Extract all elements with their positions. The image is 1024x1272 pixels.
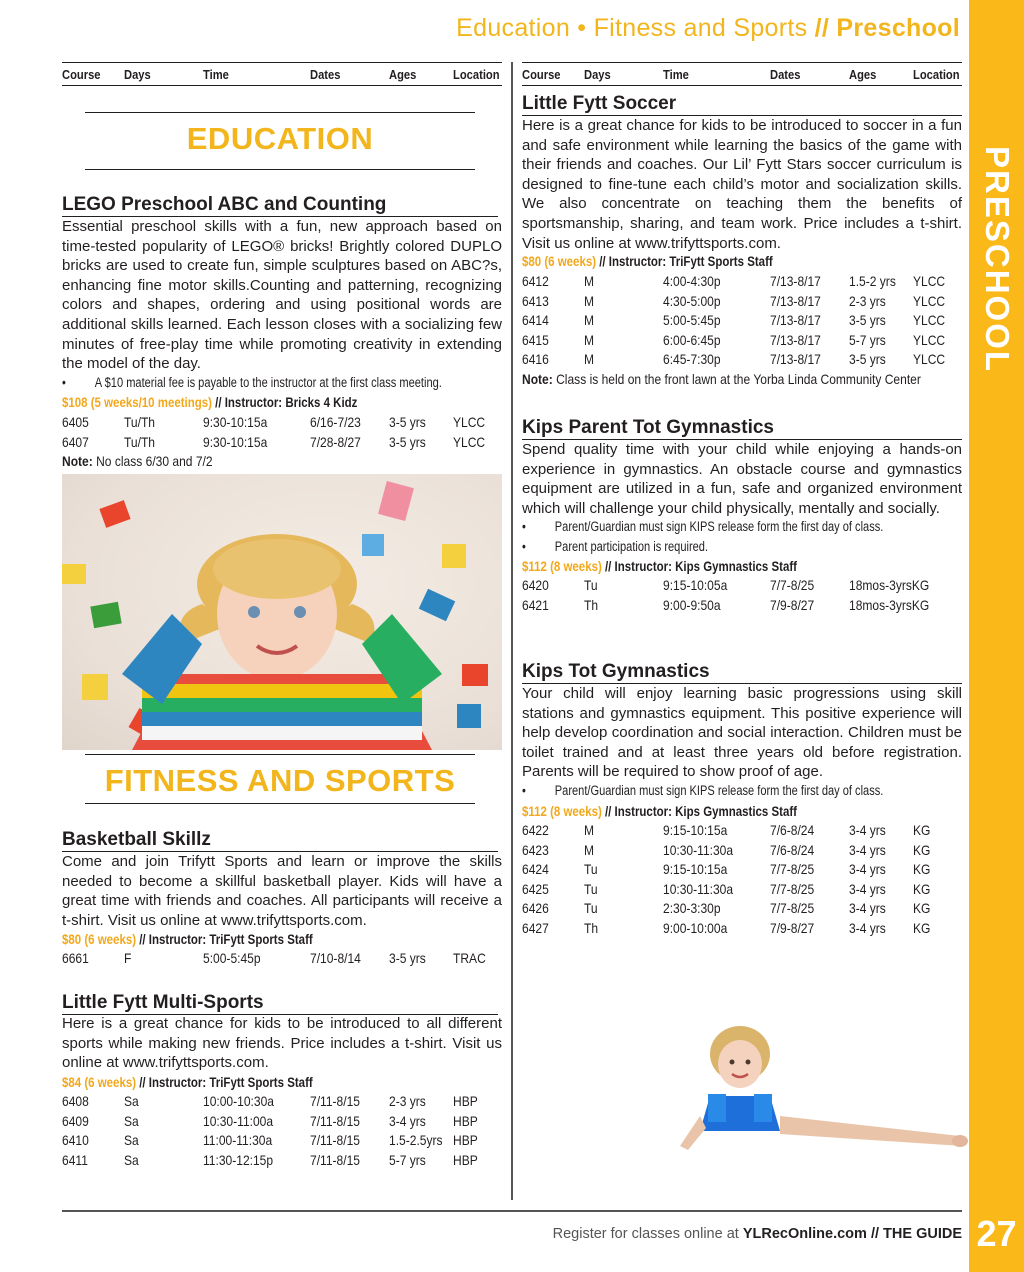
table-cell: 11:30-12:15p [203,1151,274,1168]
table-cell: 3-5 yrs [849,312,886,329]
table-cell: HBP [453,1112,478,1129]
table-cell: 5-7 yrs [389,1151,426,1168]
table-cell: 3-4 yrs [849,822,886,838]
footer [553,1226,962,1242]
table-cell: YLCC [913,273,946,289]
table-cell: 9:00-9:50a [663,596,721,613]
table-cell: 3-5 yrs [849,351,886,368]
table-cell: HBP [453,1151,478,1168]
column-header-days: Days [584,66,611,82]
table-row [522,861,962,881]
table-cell: 7/6-8/24 [770,841,815,858]
table-row [522,900,962,920]
table-cell: 3-4 yrs [849,880,886,897]
column-header-ages: Ages [389,66,417,82]
table-cell: M [584,351,595,368]
table-cell: 6421 [522,596,549,613]
table-cell: M [584,273,595,289]
column-header-time: Time [203,66,229,82]
table-row [522,312,962,332]
course-desc-multisports: Here is a great chance for kids to be introduced to all different sports while making new friends. Price includes a t-shirt. Visit us online at www.trifyttsports.com. [62,1015,502,1072]
table-cell: 6415 [522,331,549,348]
note-soccer [522,371,921,387]
bullet-lego-1: • A $10 material fee is payable to the instructor at the first class meeting. [62,375,442,390]
table-cell: Tu [584,900,598,917]
column-header-ages: Ages [849,66,877,82]
table-cell: HBP [453,1093,478,1109]
course-desc-basketball: Come and join Trifytt Sports and learn or improve the skills needed to become a skillful basketball player. Kids will have a great time with friends and coaches. All participants will receive a t-shirt. Visit us online at www.trifyttsports.com. [62,853,502,929]
table-cell: 4:30-5:00p [663,292,721,309]
table-cell: 3-5 yrs [389,433,426,450]
column-header-course: Course [522,66,561,82]
table-cell: 7/10-8/14 [310,950,361,966]
table-cell: 10:00-10:30a [203,1093,274,1109]
price-line-lego [62,394,357,410]
table-cell: 3-4 yrs [389,1112,426,1129]
table-cell: 9:15-10:15a [663,822,728,838]
table-cell: 9:15-10:05a [663,577,728,593]
table-row [522,351,962,371]
table-cell: 7/28-8/27 [310,433,361,450]
table-cell: 7/7-8/25 [770,880,815,897]
table-row [62,950,502,970]
table-cell: 6420 [522,577,549,593]
table-cell: 7/11-8/15 [310,1151,360,1168]
table-cell: 6426 [522,900,549,917]
table-cell: 7/7-8/25 [770,577,815,593]
instructor-multisports: // Instructor: TriFytt Sports Staff [136,1074,313,1090]
table-cell: Tu [584,880,598,897]
table-row [522,881,962,901]
section-heading-fitness: FITNESS AND SPORTS [85,754,475,804]
table-cell: 2:30-3:30p [663,900,721,917]
table-cell: Tu [584,861,598,878]
course-title-soccer: Little Fytt Soccer [522,93,962,116]
table-row [522,293,962,313]
table-cell: 6661 [62,950,89,966]
table-cell: 7/9-8/27 [770,596,815,613]
price-parenttot: $112 (8 weeks) [522,558,602,574]
bullet-parenttot-2: • Parent participation is required. [522,539,708,554]
table-cell: 2-3 yrs [389,1093,426,1109]
table-cell: 6411 [62,1151,88,1168]
column-header-dates: Dates [770,66,801,82]
table-cell: 3-4 yrs [849,900,886,917]
table-cell: 3-4 yrs [849,920,886,936]
header-slash: // [814,14,830,42]
table-cell: F [124,950,132,966]
table-cell: 7/6-8/24 [770,822,815,838]
price-line-soccer [522,253,773,269]
column-header-location: Location [453,66,500,82]
table-row [522,822,962,842]
table-cell: 6423 [522,841,549,858]
note-label-soccer: Note: [522,371,553,387]
table-cell: TRAC [453,950,486,966]
table-row [522,920,962,940]
course-title-parenttot: Kips Parent Tot Gymnastics [522,417,962,440]
left-table-header [62,62,502,86]
table-cell: 7/13-8/17 [770,273,821,289]
table-cell: YLCC [913,312,946,329]
table-cell: M [584,331,595,348]
table-cell: Sa [124,1093,139,1109]
price-soccer: $80 (6 weeks) [522,253,597,269]
header-main: Education • Fitness and Sports [456,14,808,42]
table-cell: 9:30-10:15a [203,433,268,450]
table-cell: 10:30-11:30a [663,841,734,858]
course-title-tot: Kips Tot Gymnastics [522,661,962,684]
table-cell: 6405 [62,414,89,430]
price-line-basketball [62,931,313,947]
page-header-title [456,14,960,43]
table-cell: 3-4 yrs [849,861,886,878]
table-cell: 2-3 yrs [849,292,886,309]
table-cell: 1.5-2.5yrs [389,1132,443,1149]
table-cell: Th [584,920,599,936]
table-cell: 4:00-4:30p [663,273,721,289]
table-cell: 7/13-8/17 [770,331,821,348]
table-cell: 9:00-10:00a [663,920,728,936]
table-row [62,1113,502,1133]
footer-text: Register for classes online at [552,1226,743,1242]
table-cell: 6427 [522,920,549,936]
table-cell: 6422 [522,822,549,838]
instructor-tot: // Instructor: Kips Gymnastics Staff [601,803,797,819]
table-cell: M [584,822,595,838]
table-cell: 1.5-2 yrs [849,273,896,289]
table-row [62,434,502,454]
table-cell: 7/7-8/25 [770,900,815,917]
table-cell: 6414 [522,312,549,329]
table-row [62,1132,502,1152]
table-cell: 6413 [522,292,549,309]
table-cell: 6408 [62,1093,89,1109]
note-text-soccer: Class is held on the front lawn at the Yorba Linda Community Center [552,371,921,387]
bullet-parenttot-1: • Parent/Guardian must sign KIPS release form the first day of class. [522,519,883,534]
table-cell: KG [913,822,931,838]
right-table-header [522,62,962,86]
bottom-rule [62,1210,962,1212]
instructor-lego: // Instructor: Bricks 4 Kidz [211,394,358,410]
table-cell: 7/11-8/15 [310,1112,360,1129]
table-cell: 6425 [522,880,549,897]
table-cell: Sa [124,1132,139,1149]
table-cell: M [584,292,595,309]
table-cell: 6416 [522,351,549,368]
table-cell: Th [584,596,599,613]
table-cell: 7/13-8/17 [770,312,821,329]
table-cell: 9:15-10:15a [663,861,728,878]
table-cell: KG [913,841,931,858]
page-number: 27 [969,1204,1024,1264]
table-cell: 6412 [522,273,549,289]
table-cell: 7/9-8/27 [770,920,815,936]
price-line-parenttot [522,558,797,574]
column-divider [511,62,513,1200]
column-header-days: Days [124,66,151,82]
table-cell: 10:30-11:30a [663,880,734,897]
instructor-parenttot: // Instructor: Kips Gymnastics Staff [601,558,797,574]
table-row [62,414,502,434]
table-cell: 6424 [522,861,549,878]
table-cell: 6410 [62,1132,89,1149]
table-row [62,1093,502,1113]
table-row [522,842,962,862]
column-header-dates: Dates [310,66,341,82]
footer-site-link[interactable]: YLRecOnline.com [742,1226,867,1242]
header-section: Preschool [836,14,960,42]
table-cell: HBP [453,1132,478,1149]
table-cell: Tu [584,577,598,593]
course-title-lego: LEGO Preschool ABC and Counting [62,194,498,217]
course-title-basketball: Basketball Skillz [62,829,498,852]
price-multisports: $84 (6 weeks) [62,1074,137,1090]
table-cell: M [584,841,595,858]
table-cell: 3-5 yrs [389,414,426,430]
table-cell: 18mos-3yrsKG [849,596,930,613]
table-cell: 5:00-5:45p [663,312,721,329]
boy-illustration [62,474,502,750]
table-cell: YLCC [913,331,946,348]
table-cell: 6/16-7/23 [310,414,361,430]
course-desc-parenttot: Spend quality time with your child while enjoying a hands-on experience in gymnastics. An obstacle course and gymnastics equipment are utilized in a fun, safe and organized environment which will challenge your child physically, mentally and socially. [522,441,962,517]
gymnast-illustration [680,1016,970,1176]
table-cell: Sa [124,1112,139,1129]
table-cell: YLCC [913,351,946,368]
table-cell: M [584,312,595,329]
table-row [522,273,962,293]
note-lego [62,453,213,469]
table-cell: KG [913,900,931,917]
table-cell: 18mos-3yrsKG [849,577,930,593]
table-cell: 7/11-8/15 [310,1132,360,1149]
table-cell: Sa [124,1151,139,1168]
column-header-course: Course [62,66,101,82]
column-header-time: Time [663,66,689,82]
table-cell: 5-7 yrs [849,331,886,348]
footer-guide: // THE GUIDE [866,1226,962,1242]
column-header-location: Location [913,66,960,82]
table-cell: 7/7-8/25 [770,861,815,878]
table-row [522,332,962,352]
note-text-lego: No class 6/30 and 7/2 [92,453,213,469]
instructor-basketball: // Instructor: TriFytt Sports Staff [136,931,313,947]
table-cell: 9:30-10:15a [203,414,268,430]
course-title-multisports: Little Fytt Multi-Sports [62,992,498,1015]
table-row [522,577,962,597]
table-cell: 6409 [62,1112,89,1129]
table-cell: KG [913,861,931,878]
table-cell: 10:30-11:00a [203,1112,274,1129]
price-line-tot [522,803,797,819]
section-heading-education: EDUCATION [85,112,475,170]
price-line-multisports [62,1074,313,1090]
course-desc-tot: Your child will enjoy learning basic progressions using skill stations and gymnastics equipment. This positive experience will help develop coordination and social interaction. Children must be toilet trained and at least three years old before registration. Parents will be required to show proof of age. [522,685,962,781]
table-cell: 7/11-8/15 [310,1093,360,1109]
photo-boy-with-bricks [62,474,502,750]
table-cell: 3-4 yrs [849,841,886,858]
table-cell: 6:45-7:30p [663,351,721,368]
table-row [62,1152,502,1172]
table-cell: 3-5 yrs [389,950,426,966]
table-cell: YLCC [913,292,946,309]
table-cell: 5:00-5:45p [203,950,261,966]
price-lego: $108 (5 weeks/10 meetings) [62,394,212,410]
table-cell: 6407 [62,433,89,450]
table-cell: YLCC [453,414,486,430]
table-cell: YLCC [453,433,486,450]
course-desc-lego: Essential preschool skills with a fun, new approach based on time-tested popularity of LEGO® bricks! Brightly colored DUPLO bricks are used to create fun, simple sculptures based on ABC?s, enhancing fine motor skills.Counting and patterning, recognizing colors and shapes, ordering and using positional words are additional skills learned. Each lesson closes with a socializing few minutes of free-play time while promoting creativity in extending the model of the day. [62,218,502,373]
table-cell: KG [913,880,931,897]
price-basketball: $80 (6 weeks) [62,931,137,947]
table-cell: 7/13-8/17 [770,292,821,309]
bullet-tot-1: • Parent/Guardian must sign KIPS release form the first day of class. [522,783,883,798]
table-cell: 11:00-11:30a [203,1132,273,1149]
instructor-soccer: // Instructor: TriFytt Sports Staff [596,253,773,269]
course-desc-soccer: Here is a great chance for kids to be introduced to soccer in a fun and safe environment while learning the basics of the game with their friends and coaches. Our Lil’ Fytt Stars soccer curriculum is designed to fine-tune each child’s motor and socialization skills. We also concentrate on teaching them the benefits of sportsmanship, sharing, and team work. Price includes a t-shirt. Visit us online at www.trifyttsports.com. [522,117,962,252]
photo-gymnast-girl [680,1016,970,1176]
table-row [522,597,962,617]
note-label-lego: Note: [62,453,93,469]
table-cell: Tu/Th [124,414,156,430]
table-cell: KG [913,920,931,936]
table-cell: Tu/Th [124,433,156,450]
price-tot: $112 (8 weeks) [522,803,602,819]
side-tab-label: PRESCHOOL [979,146,1016,374]
table-cell: 6:00-6:45p [663,331,721,348]
table-cell: 7/13-8/17 [770,351,821,368]
